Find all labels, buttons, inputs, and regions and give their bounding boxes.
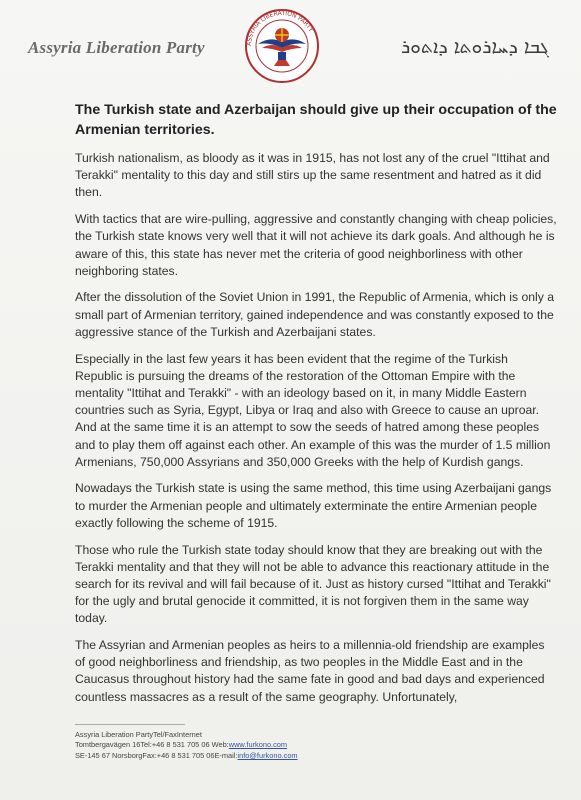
- paragraph: Those who rule the Turkish state today should know that they are breaking out with the Terakki mentality and that they will not be able to advance this reactionary attitude in the search for its revival and will fail because of it. Just as history cursed "Ittihat and Terakki" for the ugly and brutal genocide it committed, it is not forgiven them in the same way today.: [75, 542, 551, 626]
- letterhead: [0, 0, 581, 92]
- footer-line-1: Assyria Liberation PartyTel/FaxInternet: [75, 730, 202, 739]
- footer-contact: [75, 730, 375, 761]
- footer-line-3: [75, 751, 375, 761]
- article: [75, 100, 557, 715]
- footer-divider: [75, 724, 185, 725]
- email-link[interactable]: info@furkono.com: [237, 750, 298, 760]
- party-logo-icon: [244, 8, 320, 84]
- party-name-syriac: ܓܒܐ ܕܚܐܪܘܬܐ ܕܐܬܘܪ: [401, 36, 549, 58]
- article-title: The Turkish state and Azerbaijan should give up their occupation of the Armenian territories.: [75, 102, 557, 138]
- logo-ring-text: ASSYRIA LIBERATION PARTY: [245, 9, 315, 47]
- footer-address: Tomtbergavägen 16Tel:+46 8 531 705 06 Web:: [75, 740, 229, 750]
- footer-line-2: [75, 740, 375, 750]
- paragraph: Nowadays the Turkish state is using the same method, this time using Azerbaijani gangs to murder the Armenian people and ultimately exterminate the entire Armenian people exactly following the scheme of 1915.: [75, 481, 552, 530]
- website-link[interactable]: www.furkono.com: [228, 740, 288, 750]
- party-name-english: Assyria Liberation Party: [28, 38, 205, 57]
- paragraph: Especially in the last few years it has been evident that the regime of the Turkish Republic is pursuing the dreams of the restoration of the Ottoman Empire with the mentality "Ittihat and Terakki" - with an ideology based on it, in many Middle Eastern countries such as Syria, Egypt, Libya or Iraq and also with Greece to cause an uproar. And at the same time it is an attempt to sow the seeds of hatred among these peoples and to play them off against each other. An example of this was the murder of 1.5 million Armenians, 750,000 Assyrians and 350,000 Greeks with the help of Kurdish gangs.: [75, 351, 551, 469]
- paragraph: With tactics that are wire-pulling, aggressive and constantly changing with cheap policies, the Turkish state knows very well that it will not achieve its dark goals. And although he is aware of this, this state has never met the criteria of good neighborliness with other neighboring states.: [75, 212, 557, 278]
- paragraph: Turkish nationalism, as bloody as it was in 1915, has not lost any of the cruel "Ittihat and Terakki" mentality to this day and still stirs up the same resentment and hatred as it did then.: [75, 151, 550, 200]
- paragraph: The Assyrian and Armenian peoples as heirs to a millennia-old friendship are examples of good neighborliness and friendship, as two peoples in the Middle East and in the Caucasus throughout history had the same fate in good and bad days and experienced countless massacres as a result of the same geography. Unfortunately,: [75, 638, 545, 704]
- paragraph: After the dissolution of the Soviet Union in 1991, the Republic of Armenia, which is only a small part of Armenian territory, gained independence and was constantly exposed to the aggressive stance of the Turkish and Azerbaijani states.: [75, 290, 554, 339]
- footer-postal: SE-145 67 NorsborgFax:+46 8 531 705 06E-mail:: [75, 750, 238, 760]
